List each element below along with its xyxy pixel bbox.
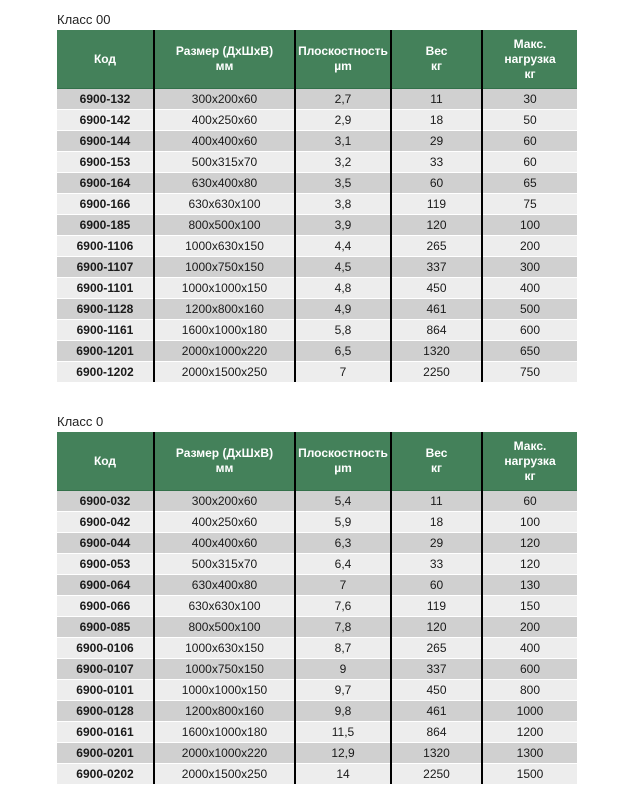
cell-weight: 18 xyxy=(391,110,482,131)
cell-max-load: 800 xyxy=(482,680,577,701)
cell-max-load: 120 xyxy=(482,533,577,554)
cell-code: 6900-1107 xyxy=(57,257,154,278)
table-row xyxy=(57,278,577,299)
cell-flatness: 3,1 xyxy=(295,131,391,152)
cell-size: 2000x1500x250 xyxy=(154,362,295,383)
cell-flatness: 6,3 xyxy=(295,533,391,554)
cell-flatness: 9,8 xyxy=(295,701,391,722)
table-row xyxy=(57,743,577,764)
table-row xyxy=(57,362,577,383)
table-row xyxy=(57,722,577,743)
cell-weight: 1320 xyxy=(391,341,482,362)
cell-code: 6900-066 xyxy=(57,596,154,617)
table-row xyxy=(57,617,577,638)
cell-flatness: 5,9 xyxy=(295,512,391,533)
column-header-flatness xyxy=(295,432,391,491)
cell-max-load: 500 xyxy=(482,299,577,320)
cell-max-load: 1300 xyxy=(482,743,577,764)
cell-code: 6900-044 xyxy=(57,533,154,554)
cell-weight: 461 xyxy=(391,701,482,722)
cell-flatness: 2,7 xyxy=(295,89,391,110)
cell-max-load: 600 xyxy=(482,320,577,341)
cell-max-load: 100 xyxy=(482,215,577,236)
cell-size: 400x250x60 xyxy=(154,110,295,131)
cell-size: 1000x750x150 xyxy=(154,257,295,278)
column-header-size xyxy=(154,30,295,89)
cell-size: 1200x800x160 xyxy=(154,299,295,320)
table-title-class-0: Класс 0 xyxy=(57,414,104,429)
table-row xyxy=(57,152,577,173)
cell-weight: 450 xyxy=(391,680,482,701)
cell-size: 1000x1000x150 xyxy=(154,278,295,299)
cell-flatness: 3,8 xyxy=(295,194,391,215)
cell-flatness: 7,6 xyxy=(295,596,391,617)
cell-weight: 33 xyxy=(391,152,482,173)
table-row xyxy=(57,341,577,362)
column-header-line: нагрузка xyxy=(504,453,556,468)
column-header-line: Макс. xyxy=(513,438,547,453)
cell-code: 6900-166 xyxy=(57,194,154,215)
column-header-line: нагрузка xyxy=(504,51,556,66)
column-header-line: Размер (ДхШхВ) xyxy=(175,446,274,460)
cell-size: 1600x1000x180 xyxy=(154,320,295,341)
specs-table-class-00 xyxy=(57,30,577,382)
column-header-code xyxy=(57,30,154,89)
table-row xyxy=(57,491,577,512)
cell-weight: 60 xyxy=(391,575,482,596)
cell-max-load: 50 xyxy=(482,110,577,131)
cell-size: 630x630x100 xyxy=(154,194,295,215)
cell-flatness: 7 xyxy=(295,575,391,596)
cell-code: 6900-1201 xyxy=(57,341,154,362)
column-header-line: µm xyxy=(334,59,352,73)
table-row xyxy=(57,701,577,722)
cell-code: 6900-0107 xyxy=(57,659,154,680)
cell-size: 630x630x100 xyxy=(154,596,295,617)
cell-size: 300x200x60 xyxy=(154,89,295,110)
cell-size: 500x315x70 xyxy=(154,152,295,173)
cell-size: 1000x750x150 xyxy=(154,659,295,680)
cell-max-load: 1500 xyxy=(482,764,577,785)
cell-code: 6900-0202 xyxy=(57,764,154,785)
table-row xyxy=(57,533,577,554)
cell-code: 6900-0161 xyxy=(57,722,154,743)
cell-size: 630x400x80 xyxy=(154,173,295,194)
cell-size: 2000x1500x250 xyxy=(154,764,295,785)
cell-size: 500x315x70 xyxy=(154,554,295,575)
table-row xyxy=(57,659,577,680)
cell-code: 6900-0128 xyxy=(57,701,154,722)
table-row xyxy=(57,131,577,152)
table-row xyxy=(57,299,577,320)
cell-weight: 337 xyxy=(391,257,482,278)
cell-flatness: 3,2 xyxy=(295,152,391,173)
cell-code: 6900-064 xyxy=(57,575,154,596)
cell-max-load: 100 xyxy=(482,512,577,533)
cell-flatness: 4,9 xyxy=(295,299,391,320)
table-block-class-00 xyxy=(57,10,578,382)
table-row xyxy=(57,638,577,659)
column-header-line: кг xyxy=(524,468,536,483)
cell-flatness: 3,9 xyxy=(295,215,391,236)
table-row xyxy=(57,89,577,110)
cell-flatness: 14 xyxy=(295,764,391,785)
cell-max-load: 400 xyxy=(482,278,577,299)
cell-flatness: 4,8 xyxy=(295,278,391,299)
cell-flatness: 6,5 xyxy=(295,341,391,362)
cell-weight: 119 xyxy=(391,194,482,215)
cell-max-load: 600 xyxy=(482,659,577,680)
table-row xyxy=(57,236,577,257)
cell-size: 800x500x100 xyxy=(154,215,295,236)
cell-max-load: 1000 xyxy=(482,701,577,722)
cell-weight: 337 xyxy=(391,659,482,680)
column-header-line: мм xyxy=(215,461,234,475)
column-header-line: Код xyxy=(93,51,117,66)
cell-size: 1000x1000x150 xyxy=(154,680,295,701)
cell-code: 6900-085 xyxy=(57,617,154,638)
column-header-weight xyxy=(391,432,482,491)
cell-code: 6900-132 xyxy=(57,89,154,110)
cell-flatness: 4,4 xyxy=(295,236,391,257)
cell-size: 1200x800x160 xyxy=(154,701,295,722)
cell-flatness: 2,9 xyxy=(295,110,391,131)
cell-flatness: 9 xyxy=(295,659,391,680)
column-header-line: кг xyxy=(430,461,442,475)
cell-max-load: 1200 xyxy=(482,722,577,743)
cell-weight: 119 xyxy=(391,596,482,617)
cell-size: 1600x1000x180 xyxy=(154,722,295,743)
cell-weight: 1320 xyxy=(391,743,482,764)
table-row xyxy=(57,110,577,131)
cell-code: 6900-164 xyxy=(57,173,154,194)
column-header-line: мм xyxy=(215,59,234,73)
cell-size: 300x200x60 xyxy=(154,491,295,512)
column-header-line: Плоскостность xyxy=(298,446,388,460)
specs-table-class-0 xyxy=(57,432,577,784)
column-header-line: Плоскостность xyxy=(298,44,388,58)
table-row xyxy=(57,596,577,617)
column-header-line: кг xyxy=(430,59,442,73)
cell-code: 6900-0201 xyxy=(57,743,154,764)
column-header-line: Макс. xyxy=(513,36,547,51)
cell-weight: 18 xyxy=(391,512,482,533)
cell-flatness: 11,5 xyxy=(295,722,391,743)
cell-weight: 2250 xyxy=(391,362,482,383)
cell-code: 6900-144 xyxy=(57,131,154,152)
cell-code: 6900-1106 xyxy=(57,236,154,257)
cell-max-load: 200 xyxy=(482,236,577,257)
cell-weight: 864 xyxy=(391,722,482,743)
header-row xyxy=(57,432,577,491)
table-row xyxy=(57,173,577,194)
column-header-size xyxy=(154,432,295,491)
cell-code: 6900-1128 xyxy=(57,299,154,320)
table-row xyxy=(57,680,577,701)
cell-max-load: 30 xyxy=(482,89,577,110)
cell-size: 2000x1000x220 xyxy=(154,743,295,764)
cell-flatness: 12,9 xyxy=(295,743,391,764)
header-row xyxy=(57,30,577,89)
cell-size: 400x400x60 xyxy=(154,533,295,554)
cell-code: 6900-142 xyxy=(57,110,154,131)
cell-size: 400x250x60 xyxy=(154,512,295,533)
cell-flatness: 3,5 xyxy=(295,173,391,194)
cell-weight: 2250 xyxy=(391,764,482,785)
cell-code: 6900-0106 xyxy=(57,638,154,659)
table-row xyxy=(57,575,577,596)
cell-flatness: 4,5 xyxy=(295,257,391,278)
column-header-max-load xyxy=(482,30,577,89)
cell-weight: 60 xyxy=(391,173,482,194)
table-row xyxy=(57,257,577,278)
cell-code: 6900-1101 xyxy=(57,278,154,299)
column-header-max-load xyxy=(482,432,577,491)
cell-weight: 29 xyxy=(391,131,482,152)
cell-code: 6900-0101 xyxy=(57,680,154,701)
cell-max-load: 300 xyxy=(482,257,577,278)
column-header-weight xyxy=(391,30,482,89)
table-row xyxy=(57,215,577,236)
table-row xyxy=(57,512,577,533)
cell-max-load: 60 xyxy=(482,131,577,152)
column-header-line: Размер (ДхШхВ) xyxy=(175,44,274,58)
cell-max-load: 400 xyxy=(482,638,577,659)
cell-flatness: 9,7 xyxy=(295,680,391,701)
cell-weight: 33 xyxy=(391,554,482,575)
table-row xyxy=(57,194,577,215)
cell-max-load: 120 xyxy=(482,554,577,575)
cell-flatness: 7 xyxy=(295,362,391,383)
table-row xyxy=(57,764,577,785)
cell-max-load: 60 xyxy=(482,152,577,173)
cell-code: 6900-1161 xyxy=(57,320,154,341)
cell-size: 630x400x80 xyxy=(154,575,295,596)
cell-weight: 450 xyxy=(391,278,482,299)
cell-flatness: 6,4 xyxy=(295,554,391,575)
column-header-line: Код xyxy=(93,453,117,468)
table-row xyxy=(57,320,577,341)
cell-max-load: 750 xyxy=(482,362,577,383)
column-header-line: Вес xyxy=(425,446,448,460)
cell-max-load: 60 xyxy=(482,491,577,512)
cell-max-load: 130 xyxy=(482,575,577,596)
cell-code: 6900-053 xyxy=(57,554,154,575)
cell-size: 2000x1000x220 xyxy=(154,341,295,362)
cell-max-load: 200 xyxy=(482,617,577,638)
table-block-class-0 xyxy=(57,412,578,784)
cell-weight: 11 xyxy=(391,491,482,512)
cell-weight: 864 xyxy=(391,320,482,341)
cell-weight: 120 xyxy=(391,215,482,236)
table-row xyxy=(57,554,577,575)
cell-code: 6900-042 xyxy=(57,512,154,533)
cell-size: 800x500x100 xyxy=(154,617,295,638)
column-header-line: кг xyxy=(524,66,536,81)
cell-flatness: 5,4 xyxy=(295,491,391,512)
cell-weight: 120 xyxy=(391,617,482,638)
cell-max-load: 650 xyxy=(482,341,577,362)
cell-weight: 265 xyxy=(391,236,482,257)
cell-max-load: 65 xyxy=(482,173,577,194)
cell-flatness: 8,7 xyxy=(295,638,391,659)
column-header-line: µm xyxy=(334,461,352,475)
cell-weight: 11 xyxy=(391,89,482,110)
cell-max-load: 150 xyxy=(482,596,577,617)
cell-size: 1000x630x150 xyxy=(154,638,295,659)
cell-weight: 265 xyxy=(391,638,482,659)
cell-code: 6900-032 xyxy=(57,491,154,512)
cell-flatness: 7,8 xyxy=(295,617,391,638)
cell-size: 400x400x60 xyxy=(154,131,295,152)
cell-code: 6900-153 xyxy=(57,152,154,173)
cell-weight: 461 xyxy=(391,299,482,320)
cell-max-load: 75 xyxy=(482,194,577,215)
column-header-code xyxy=(57,432,154,491)
column-header-flatness xyxy=(295,30,391,89)
cell-weight: 29 xyxy=(391,533,482,554)
cell-flatness: 5,8 xyxy=(295,320,391,341)
cell-code: 6900-1202 xyxy=(57,362,154,383)
cell-size: 1000x630x150 xyxy=(154,236,295,257)
column-header-line: Вес xyxy=(425,44,448,58)
cell-code: 6900-185 xyxy=(57,215,154,236)
table-title-class-00: Класс 00 xyxy=(57,12,111,27)
